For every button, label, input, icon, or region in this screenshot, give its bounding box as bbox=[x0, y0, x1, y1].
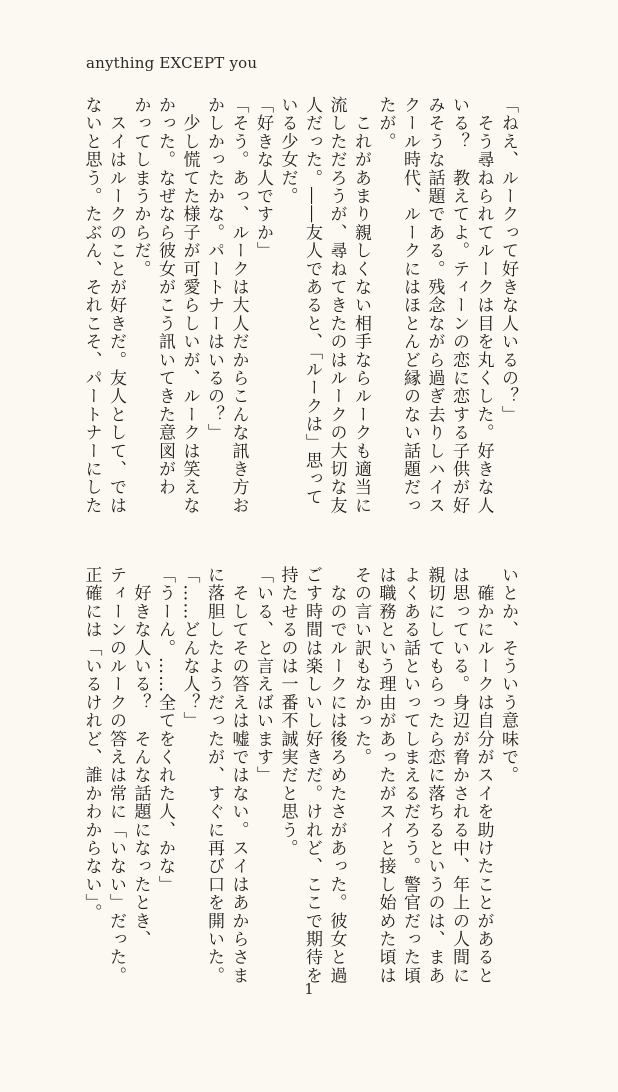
text-block-lower: いとか、そういう意味で。 確かにルークは自分がスイを助けたことがあると は思っている。身辺が脅かされる中、年上の人間に 親切にしてもらったら恋に落ちるというのは、まあ よくある話といってしまえるだろう。警官だった頃 は職務という理由があったがスイと接し始めた頃は その言い訳もなかった。 なのでルークには後ろめたさがあった。彼女と過 ごす時間は楽しいし好きだ。けれど、ここで期待を 持たせるのは一番不誠実だと思う。 「いる、と言えばいます」 そしてその答えは嘘ではない。スイはあからさま に落胆したようだったが、すぐに再び口を開いた。 「……どんな人？」 「うーん。……全てをくれた人、かな」 好きな人いる？ そんな話題になったとき、 ティーンのルークの答えは常に「いない」だった。 正確には「いるけれど、誰かわからない」。 bbox=[81, 566, 518, 985]
text-block-upper: 「ねえ、ルークって好きな人いるの？」 そう尋ねられてルークは目を丸くした。好きな人 いる？ 教えてよ。ティーンの恋に恋する子供が好 みそうな話題である。残念ながら過ぎ去りしハイス クール時代、ルークにはほとんど縁のない話題だっ たが。 これがあまり親しくない相手ならルークも適当に 流しただろうが、尋ねてきたのはルークの大切な友 人だった。――友人であると、「ルークは」思って いる少女だ。 「好きな人ですか」 「そう。あっ、ルークは大人だからこんな訊き方お かしかったかな。パートナーはいるの？」 少し慌てた様子が可愛らしいが、ルークは笑えな かった。なぜなら彼女がこう訊いてきた意図がわ かってしまうからだ。 スイはルークのことが好きだ。友人として、では ないと思う。たぶん、それこそ、パートナーにした bbox=[81, 96, 518, 515]
book-title: anything EXCEPT you bbox=[86, 54, 258, 72]
page-number: 1 bbox=[304, 980, 314, 998]
